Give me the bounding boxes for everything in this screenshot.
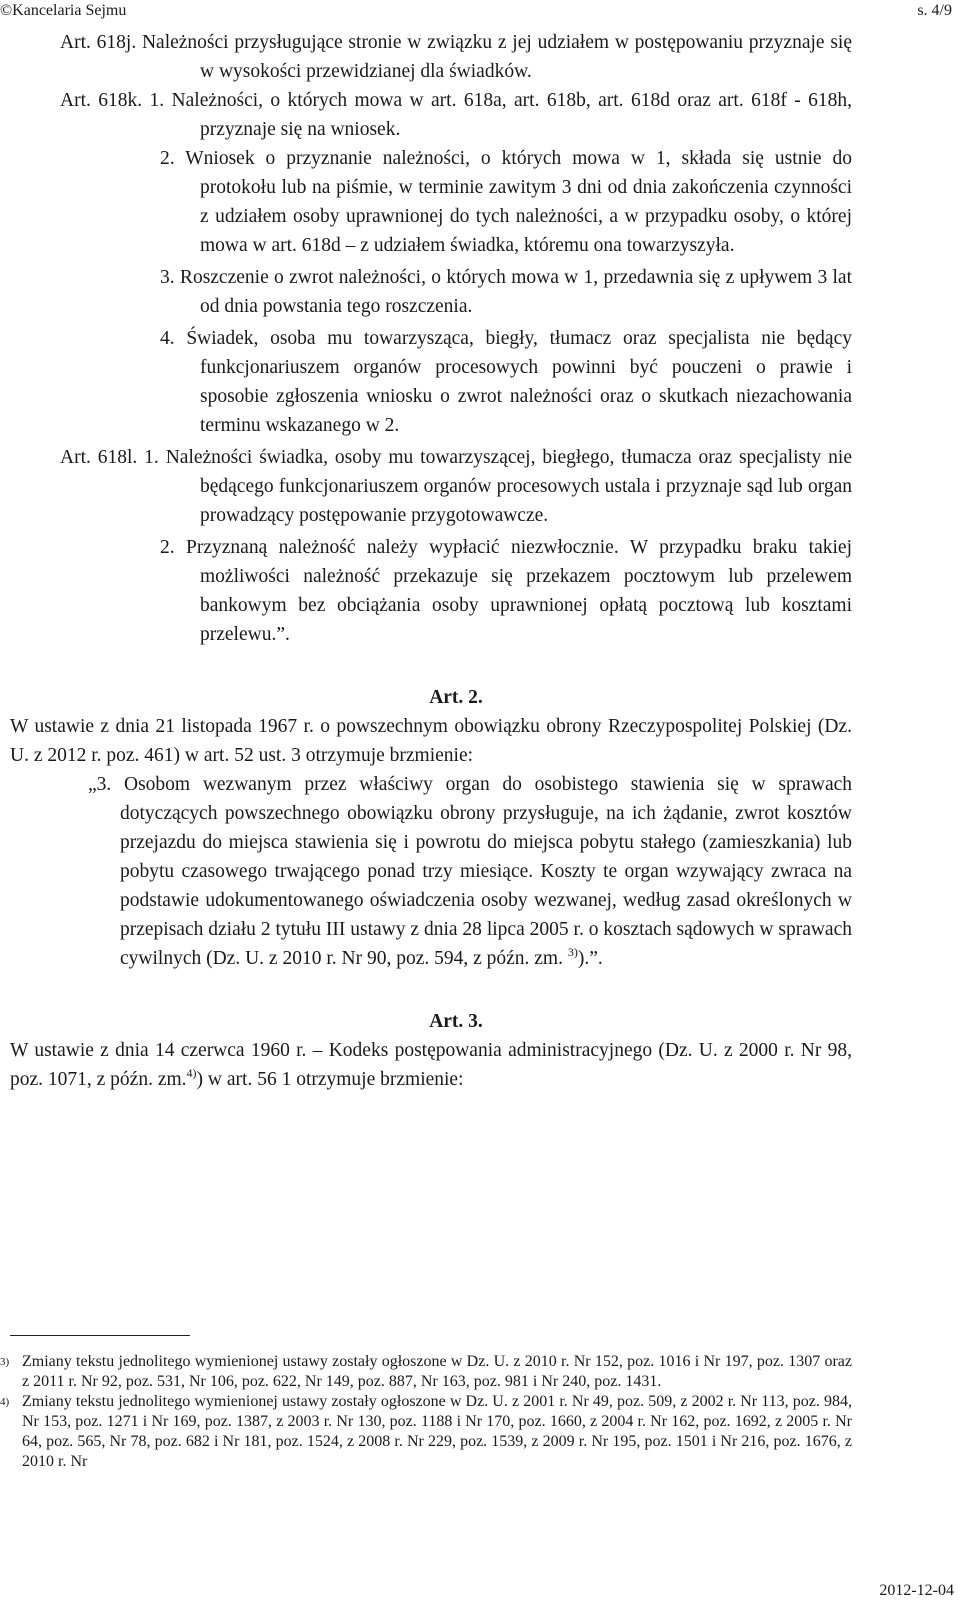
article-2-intro: W ustawie z dnia 21 listopada 1967 r. o powszechnym obowiązku obrony Rzeczypospolitej Polskiej (Dz. U. z 2012 r. poz. 461) w art. 52 ust. 3 otrzymuje brzmienie: <box>10 716 852 766</box>
footnotes <box>0 1352 852 1472</box>
footnote-ref-4[interactable]: 4) <box>186 1066 197 1080</box>
footnote-3-text: Zmiany tekstu jednolitego wymienionej ustawy zostały ogłoszone w Dz. U. z 2010 r. Nr 152, poz. 1016 i Nr 197, poz. 1307 oraz z 2011 r. Nr 92, poz. 531, Nr 106, poz. 622, Nr 149, poz. 887, Nr 163, poz. 981 i Nr 240, poz. 1431. <box>22 1353 852 1390</box>
article-618k-par4: 4. Świadek, osoba mu towarzysząca, biegły, tłumacz oraz specjalista nie będący funkcjonariuszem organów procesowych powinni być pouczeni o prawie i sposobie zgłoszenia wniosku o zwrot należności oraz o skutkach niezachowania terminu wskazanego w 2. <box>160 328 852 436</box>
footnote-separator <box>10 1335 190 1336</box>
article-2-quote-text: „3. Osobom wezwanym przez właściwy organ do osobistego stawienia się w sprawach dotyczących powszechnego obowiązku obrony przysługuje, na ich żądanie, zwrot kosztów przejazdu do miejsca stawienia się i powrotu do miejsca pobytu stałego (zamieszkania) lub pobytu czasowego trwającego ponad trzy miesiące. Koszty te organ wzywający zwraca na podstawie udokumentowanego oświadczenia osoby wezwanej, według zasad określonych w przepisach działu 2 tytułu III ustawy z dnia 28 lipca 2005 r. o kosztach sądowych w sprawach cywilnych (Dz. U. z 2010 r. Nr 90, poz. 594, z późn. zm. <box>88 774 852 969</box>
article-2-heading: Art. 2. <box>429 687 483 708</box>
article-3-intro <box>10 1036 852 1094</box>
article-618k-par2: 2. Wniosek o przyznanie należności, o których mowa w 1, składa się ustnie do protokołu lub na piśmie, w terminie zawitym 3 dni od dnia zakończenia czynności z udziałem osoby uprawnionej do tych należności, a w przypadku osoby, o której mowa w art. 618d – z udziałem świadka, któremu ona towarzyszyła. <box>160 148 852 256</box>
footnote-3: 3) Zmiany tekstu jednolitego wymienionej ustawy zostały ogłoszone w Dz. U. z 2010 r. Nr 152, poz. 1016 i Nr 197, poz. 1307 oraz z 2011 r. Nr 92, poz. 531, Nr 106, poz. 622, Nr 149, poz. 887, Nr 163, poz. 981 i Nr 240, poz. 1431. <box>0 1353 852 1390</box>
article-618l-par1: Art. 618l. 1. Należności świadka, osoby mu towarzyszącej, biegłego, tłumacza oraz specjalisty nie będącego funkcjonariuszem organów procesowych ustala i przyznaje sąd lub organ prowadzący postępowanie przygotowawcze. <box>60 447 852 526</box>
header-source: ©Kancelaria Sejmu <box>0 2 127 19</box>
article-2-quote-end: ).”. <box>577 948 603 969</box>
article-3-intro-end: ) w art. 56 1 otrzymuje brzmienie: <box>196 1069 464 1090</box>
footnote-ref-3[interactable]: 3) <box>567 945 578 959</box>
footnote-4-text: Zmiany tekstu jednolitego wymienionej ustawy zostały ogłoszone w Dz. U. z 2001 r. Nr 49, poz. 509, z 2002 r. Nr 113, poz. 984, Nr 153, poz. 1271 i Nr 169, poz. 1387, z 2003 r. Nr 130, poz. 1188 i Nr 170, poz. 1660, z 2004 r. Nr 162, poz. 1692, z 2005 r. Nr 64, poz. 565, Nr 78, poz. 682 i Nr 181, poz. 1524, z 2008 r. Nr 229, poz. 1539, z 2009 r. Nr 195, poz. 1501 i Nr 216, poz. 1676, z 2010 r. Nr <box>22 1393 852 1470</box>
article-618k-par3: 3. Roszczenie o zwrot należności, o których mowa w 1, przedawnia się z upływem 3 lat od dnia powstania tego roszczenia. <box>160 267 852 317</box>
article-3-intro-text: W ustawie z dnia 14 czerwca 1960 r. – Kodeks postępowania administracyjnego (Dz. U. z 2000 r. Nr 98, poz. 1071, z późn. zm. <box>10 1040 852 1090</box>
article-3-heading: Art. 3. <box>429 1011 483 1032</box>
article-618k-par1: Art. 618k. 1. Należności, o których mowa w art. 618a, art. 618b, art. 618d oraz art. 618f - 618h, przyznaje się na wniosek. <box>60 90 852 140</box>
article-618l-par2: 2. Przyznaną należność należy wypłacić niezwłocznie. W przypadku braku takiej możliwości należność przekazuje się przekazem pocztowym lub przelewem bankowym bez obciążania osoby uprawnionej opłatą pocztową lub kosztami przelewu.”. <box>160 537 852 645</box>
article-2-quote <box>60 770 852 973</box>
document-body <box>10 28 852 1094</box>
footnote-4: 4) Zmiany tekstu jednolitego wymienionej ustawy zostały ogłoszone w Dz. U. z 2001 r. Nr 49, poz. 509, z 2002 r. Nr 113, poz. 984, Nr 153, poz. 1271 i Nr 169, poz. 1387, z 2003 r. Nr 130, poz. 1188 i Nr 170, poz. 1660, z 2004 r. Nr 162, poz. 1692, z 2005 r. Nr 64, poz. 565, Nr 78, poz. 682 i Nr 181, poz. 1524, z 2008 r. Nr 229, poz. 1539, z 2009 r. Nr 195, poz. 1501 i Nr 216, poz. 1676, z 2010 r. Nr <box>0 1393 852 1470</box>
article-618j: Art. 618j. Należności przysługujące stronie w związku z jej udziałem w postępowaniu przyznaje się w wysokości przewidzianej dla świadków. <box>60 32 852 82</box>
footer-date: 2012-12-04 <box>879 1582 954 1599</box>
page-number: s. 4/9 <box>917 2 952 19</box>
